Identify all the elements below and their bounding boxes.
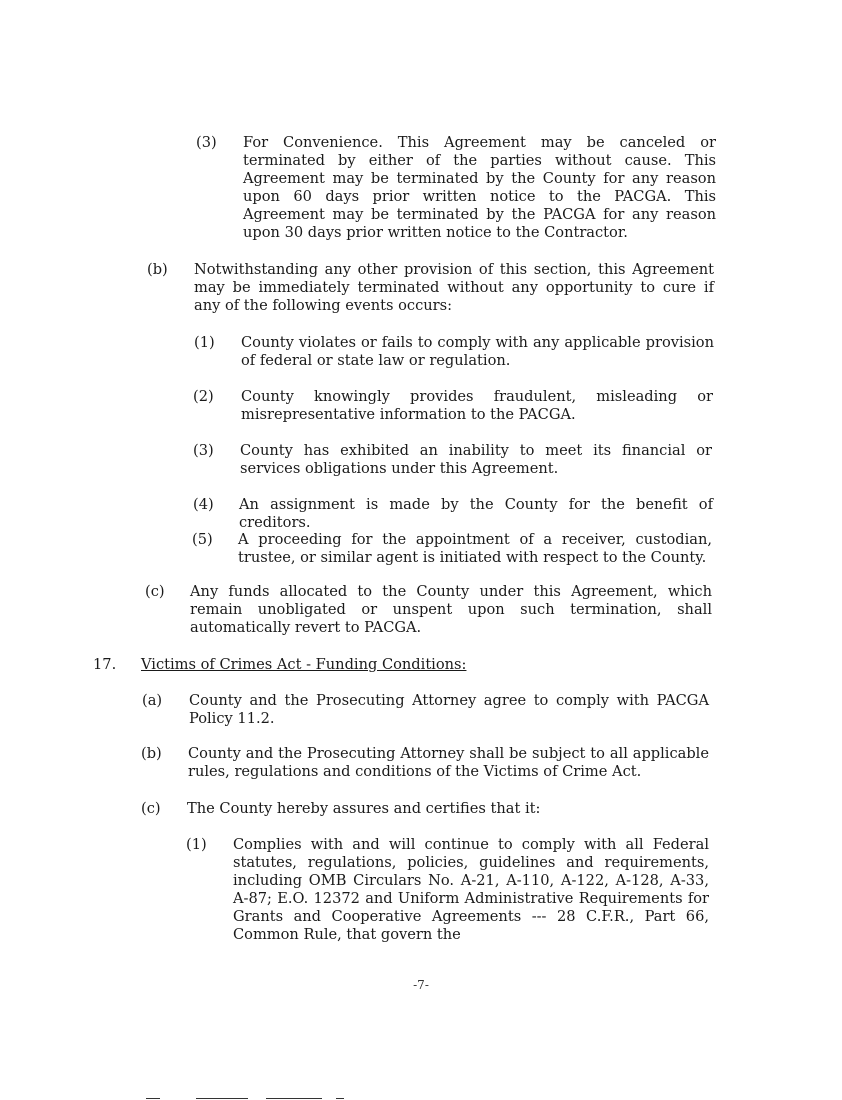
item-b-text: Notwithstanding any other provision of this section, this Agreement may be immediately terminated without any opportunity to cure if any of the following events occurs: — [194, 261, 714, 314]
item-a3-text: For Convenience. This Agreement may be canceled or terminated by either of the parties without cause. This Agreement may be terminated by the County for any reason upon 60 days prior written notice to the PACGA. This Agreement may be terminated by the PACGA for any reason upon 30 days prior written notice to the Contractor. — [243, 134, 716, 241]
item-b1-label: (1) — [194, 334, 215, 351]
s17-item-c-text: The County hereby assures and certifies that it: — [187, 800, 541, 817]
item-a3-label: (3) — [196, 134, 217, 151]
s17-item-b-label: (b) — [141, 745, 162, 762]
item-b1-text: County violates or fails to comply with any applicable provision of federal or state law or regulation. — [241, 334, 714, 369]
s17-item-b-text: County and the Prosecuting Attorney shall be subject to all applicable rules, regulations and conditions of the Victims of Crime Act. — [188, 745, 709, 780]
item-b5-label: (5) — [192, 531, 213, 548]
page-number: -7- — [413, 978, 429, 992]
item-b4-text: An assignment is made by the County for the benefit of creditors. — [239, 496, 713, 531]
scan-artifact — [336, 1092, 344, 1099]
item-b2-text: County knowingly provides fraudulent, misleading or misrepresentative information to the PACGA. — [241, 388, 713, 423]
item-b2-label: (2) — [193, 388, 214, 405]
section17-number: 17. — [93, 656, 117, 673]
scan-artifact — [196, 1092, 248, 1099]
scan-artifact — [266, 1092, 322, 1099]
item-c-text: Any funds allocated to the County under this Agreement, which remain unobligated or unspent upon such termination, shall automatically revert to PACGA. — [190, 583, 712, 636]
s17-c1-text: Complies with and will continue to comply with all Federal statutes, regulations, policies, guidelines and requirements, including OMB Circulars No. A-21, A-110, A-122, A-128, A-33, A-87; E.O. 12372 and Uniform Administrative Requirements for Grants and Cooperative Agreements --- 28 C.F.R., Part 66, Common Rule, that govern the — [233, 836, 709, 943]
item-b-label: (b) — [147, 261, 168, 278]
s17-item-a-label: (a) — [142, 692, 163, 709]
s17-c1-label: (1) — [186, 836, 207, 853]
item-b3-text: County has exhibited an inability to meet its financial or services obligations under this Agreement. — [240, 442, 712, 477]
item-c-label: (c) — [145, 583, 165, 600]
s17-item-a-text: County and the Prosecuting Attorney agree to comply with PACGA Policy 11.2. — [189, 692, 709, 727]
scan-artifact — [146, 1092, 160, 1099]
s17-item-c-label: (c) — [141, 800, 161, 817]
item-b5-text: A proceeding for the appointment of a receiver, custodian, trustee, or similar agent is initiated with respect to the County. — [238, 531, 712, 566]
section17-heading: Victims of Crimes Act - Funding Conditions: — [141, 656, 467, 673]
item-b4-label: (4) — [193, 496, 214, 513]
item-b3-label: (3) — [193, 442, 214, 459]
